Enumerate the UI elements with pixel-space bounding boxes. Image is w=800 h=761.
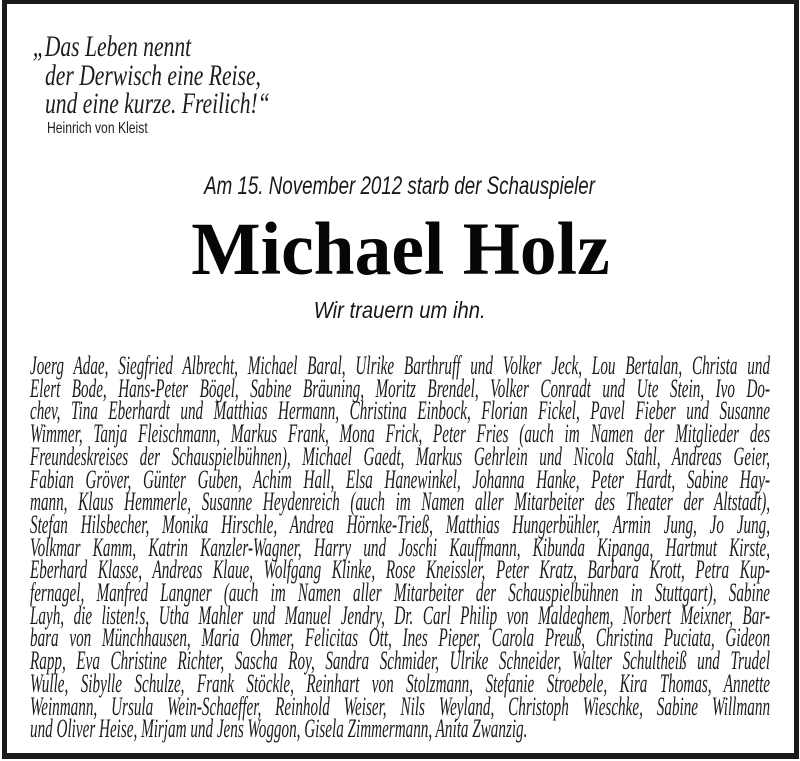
epigraph-quote — [32, 30, 270, 120]
mourners-line: Elert Bode, Hans-Peter Bögel, Sabine Bräuning, Moritz Brendel, Volker Conradt und Ute Stein, Ivo Do- — [30, 373, 771, 403]
death-announcement-row — [0, 174, 800, 199]
mourners-line: Joerg Adae, Siegfried Albrecht, Michael Baral, Ulrike Barthruff und Volker Jeck, Lou Bertalan, Christa und — [30, 351, 771, 380]
mourners-line: fernagel, Manfred Langner (auch im Namen aller Mitarbeiter der Schauspielbühnen in Stuttgart), Sabine — [30, 578, 771, 608]
epigraph-line: „Das Leben nennt — [32, 30, 192, 63]
mourners-line: Weinmann, Ursula Wein-Schaeffer, Reinhold Weiser, Nils Weyland, Christoph Wieschke, Sabine Willmann — [30, 691, 771, 721]
mourners-line: Wimmer, Tanja Fleischmann, Markus Frank, Mona Frick, Peter Fries (auch im Namen der Mitglieder des — [30, 419, 771, 449]
mourners-line: bara von Münchhausen, Maria Ohmer, Felicitas Ott, Ines Pieper, Carola Preuß, Christina Puciata, Gideon — [30, 623, 771, 653]
mourning-statement: Wir trauern um ihn. — [314, 297, 486, 323]
mourners-line: Volkmar Kamm, Katrin Kanzler-Wagner, Harry und Joschi Kauffmann, Kibunda Kipanga, Hartmut Kirste, — [30, 532, 771, 562]
mourners-line: Rapp, Eva Christine Richter, Sascha Roy, Sandra Schmider, Ulrike Schneider, Walter Schultheiß und Trudel — [30, 646, 771, 676]
deceased-name-row — [0, 208, 800, 291]
mourners-line: Eberhard Klasse, Andreas Klaue, Wolfgang Klinke, Rose Kneissler, Peter Kratz, Barbara Krott, Petra Kup- — [30, 555, 771, 585]
mourners-line: Stefan Hilsbecher, Monika Hirschle, Andrea Hörnke-Trieß, Matthias Hungerbühler, Armin Jung, Jo Jung, — [30, 509, 771, 539]
mourners-paragraph — [30, 351, 771, 744]
deceased-name: Michael Holz — [190, 208, 610, 291]
mourners-line: Fabian Gröver, Günter Guben, Achim Hall, Elsa Hanewinkel, Johanna Hanke, Peter Hardt, Sabine Hay- — [30, 464, 771, 494]
mourners-line: chev, Tina Eberhardt und Matthias Hermann, Christina Einbock, Florian Fickel, Pavel Fieber und Susanne — [30, 396, 771, 426]
mourners-line: mann, Klaus Hemmerle, Susanne Heydenreich (auch im Namen aller Mitarbeiter des Theater der Altstadt), — [30, 487, 771, 517]
epigraph-line: der Derwisch eine Reise, — [45, 58, 261, 92]
epigraph-attribution: Heinrich von Kleist — [47, 120, 148, 137]
mourners-line: Freundeskreises der Schauspielbühnen), Michael Gaedt, Markus Gehrlein und Nicola Stahl, Andreas Geier, — [30, 441, 771, 471]
mourners-line: Wulle, Sibylle Schulze, Frank Stöckle, Reinhart von Stolzmann, Stefanie Stroebele, Kira Thomas, Annette — [30, 668, 771, 698]
epigraph-line: und eine kurze. Freilich!“ — [45, 87, 270, 120]
mourning-statement-row — [0, 299, 800, 323]
mourners-line: und Oliver Heise, Mirjam und Jens Woggon, Gisela Zimmermann, Anita Zwanzig. — [30, 714, 528, 744]
mourners-line: Layh, die listen!s, Utha Mahler und Manuel Jendry, Dr. Carl Philip von Maldeghem, Norbert Meixner, Bar- — [30, 600, 771, 630]
death-announcement-text: Am 15. November 2012 starb der Schauspieler — [204, 172, 596, 200]
